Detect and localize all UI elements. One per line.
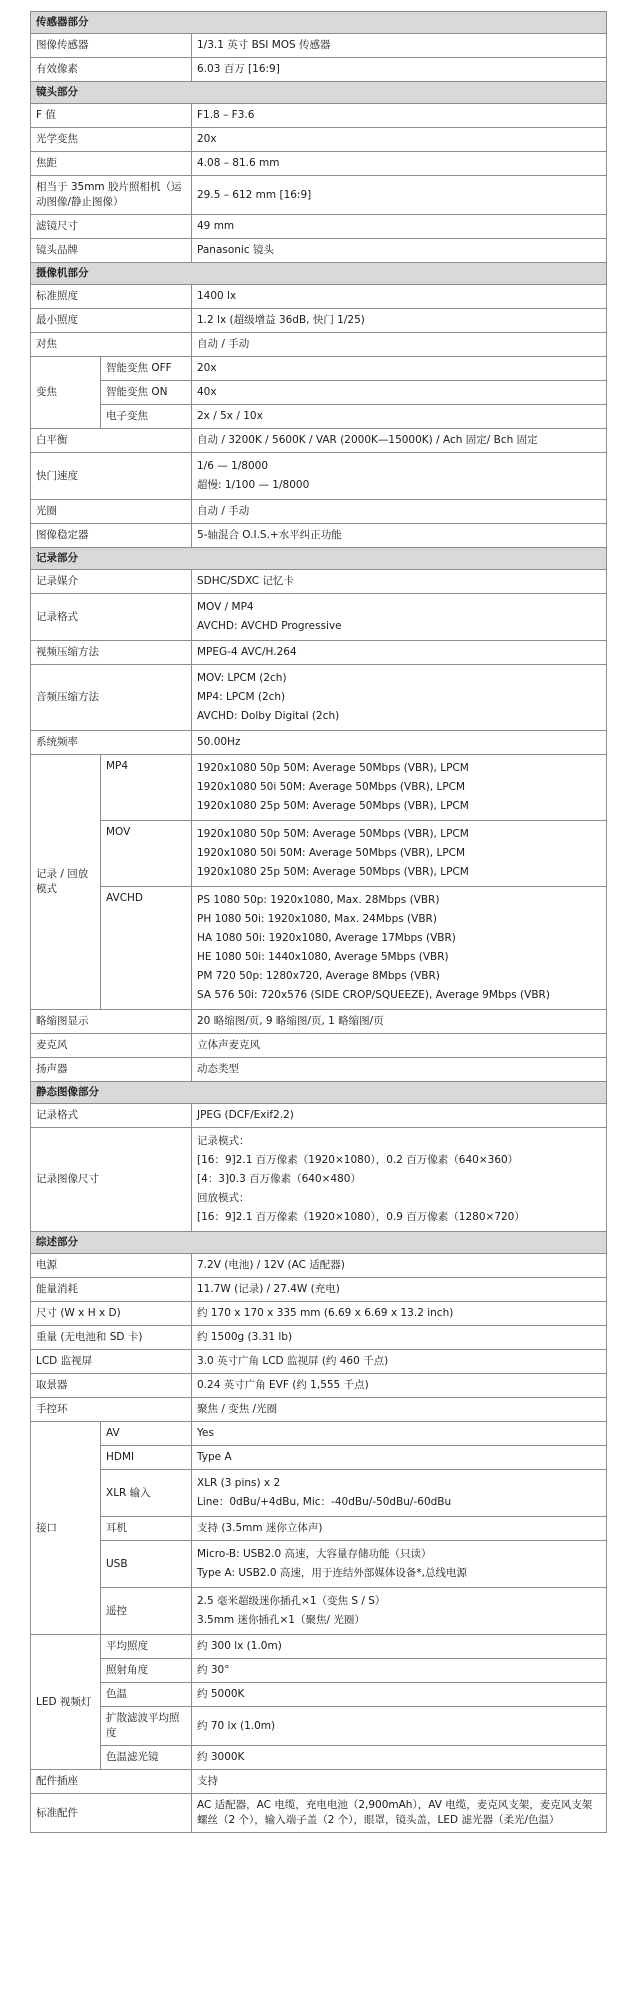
spec-row xyxy=(31,285,607,309)
spec-row xyxy=(31,1278,607,1302)
value-line: MOV: LPCM (2ch) xyxy=(197,672,287,684)
spec-value: 聚焦 / 变焦 /光圈 xyxy=(192,1398,607,1422)
value-line: AVCHD: Dolby Digital (2ch) xyxy=(197,710,340,722)
value-line: PH 1080 50i: 1920x1080, Max. 24Mbps (VBR) xyxy=(197,913,437,925)
spec-label: 快门速度 xyxy=(31,453,192,500)
spec-label: 略缩图显示 xyxy=(31,1010,192,1034)
spec-label: 记录媒介 xyxy=(31,570,192,594)
spec-row xyxy=(31,1659,607,1683)
spec-value: 支持 (3.5mm 迷你立体声) xyxy=(192,1517,607,1541)
spec-value xyxy=(192,665,607,731)
spec-value: 约 70 lx (1.0m) xyxy=(192,1707,607,1746)
spec-row xyxy=(31,453,607,500)
spec-value xyxy=(192,755,607,821)
value-line: SA 576 50i: 720x576 (SIDE CROP/SQUEEZE), Average 9Mbps (VBR) xyxy=(197,989,550,1001)
value-line: 1920x1080 50p 50M: Average 50Mbps (VBR), LPCM xyxy=(197,762,469,774)
spec-row xyxy=(31,34,607,58)
spec-label: 尺寸 (W x H x D) xyxy=(31,1302,192,1326)
spec-value: 立体声麦克风 xyxy=(192,1034,607,1058)
spec-label: 有效像素 xyxy=(31,58,192,82)
spec-table xyxy=(30,11,607,1833)
spec-group-label: LED 视频灯 xyxy=(31,1635,101,1770)
spec-label: 记录格式 xyxy=(31,1104,192,1128)
spec-label: 图像稳定器 xyxy=(31,524,192,548)
spec-row xyxy=(31,731,607,755)
spec-label: 取景器 xyxy=(31,1374,192,1398)
spec-label: 对焦 xyxy=(31,333,192,357)
spec-value: AC 适配器，AC 电缆，充电电池（2,900mAh），AV 电缆，麦克风支架，麦克风支架螺丝（2 个），输入端子盖（2 个），眼罩，镜头盖，LED 滤光器（柔光/色温） xyxy=(192,1794,607,1833)
spec-row xyxy=(31,594,607,641)
spec-value: SDHC/SDXC 记忆卡 xyxy=(192,570,607,594)
spec-row xyxy=(31,665,607,731)
spec-value: 0.24 英寸广角 EVF (约 1,555 千点) xyxy=(192,1374,607,1398)
spec-label: 光圈 xyxy=(31,500,192,524)
spec-label: 音频压缩方法 xyxy=(31,665,192,731)
spec-row xyxy=(31,176,607,215)
value-line: Line：0dBu/+4dBu, Mic：-40dBu/-50dBu/-60dBu xyxy=(197,1496,452,1508)
spec-row xyxy=(31,381,607,405)
spec-value: MPEG-4 AVC/H.264 xyxy=(192,641,607,665)
spec-row xyxy=(31,1302,607,1326)
spec-row xyxy=(31,641,607,665)
spec-row xyxy=(31,128,607,152)
spec-group-label: 变焦 xyxy=(31,357,101,429)
spec-row xyxy=(31,405,607,429)
spec-row xyxy=(31,1254,607,1278)
value-line: 超慢: 1/100 — 1/8000 xyxy=(197,479,310,491)
spec-sublabel: MP4 xyxy=(101,755,192,821)
spec-row xyxy=(31,1128,607,1232)
spec-value: 约 1500g (3.31 lb) xyxy=(192,1326,607,1350)
spec-value: 20x xyxy=(192,357,607,381)
spec-value: Yes xyxy=(192,1422,607,1446)
spec-value: 自动 / 3200K / 5600K / VAR (2000K—15000K) / Ach 固定/ Bch 固定 xyxy=(192,429,607,453)
spec-value: 3.0 英寸广角 LCD 监视屏 (约 460 千点) xyxy=(192,1350,607,1374)
spec-sublabel: 电子变焦 xyxy=(101,405,192,429)
section-title: 传感器部分 xyxy=(31,12,607,34)
spec-row xyxy=(31,309,607,333)
spec-value xyxy=(192,453,607,500)
spec-label: F 值 xyxy=(31,104,192,128)
spec-value: 2x / 5x / 10x xyxy=(192,405,607,429)
spec-value: 7.2V (电池) / 12V (AC 适配器) xyxy=(192,1254,607,1278)
section-title: 镜头部分 xyxy=(31,82,607,104)
spec-label: 视频压缩方法 xyxy=(31,641,192,665)
spec-label: 重量 (无电池和 SD 卡) xyxy=(31,1326,192,1350)
spec-value: 约 170 x 170 x 335 mm (6.69 x 6.69 x 13.2 inch) xyxy=(192,1302,607,1326)
spec-row xyxy=(31,239,607,263)
spec-row xyxy=(31,1517,607,1541)
spec-value xyxy=(192,1128,607,1232)
value-line: 1920x1080 25p 50M: Average 50Mbps (VBR), LPCM xyxy=(197,866,469,878)
spec-label: 镜头品牌 xyxy=(31,239,192,263)
spec-row xyxy=(31,1683,607,1707)
spec-value xyxy=(192,594,607,641)
spec-sublabel: XLR 输入 xyxy=(101,1470,192,1517)
spec-row xyxy=(31,58,607,82)
value-line: 3.5mm 迷你插孔×1（聚焦/ 光圈） xyxy=(197,1614,365,1626)
section-camera xyxy=(31,263,607,285)
spec-sublabel: 智能变焦 OFF xyxy=(101,357,192,381)
value-line: PS 1080 50p: 1920x1080, Max. 28Mbps (VBR) xyxy=(197,894,440,906)
spec-label: 记录格式 xyxy=(31,594,192,641)
spec-sublabel: 遥控 xyxy=(101,1588,192,1635)
spec-row xyxy=(31,1374,607,1398)
section-title: 综述部分 xyxy=(31,1232,607,1254)
value-line: MOV / MP4 xyxy=(197,601,254,613)
value-line: 回放模式： xyxy=(197,1192,250,1204)
spec-value: Type A xyxy=(192,1446,607,1470)
section-still xyxy=(31,1082,607,1104)
spec-sublabel: AVCHD xyxy=(101,887,192,1010)
spec-row xyxy=(31,1104,607,1128)
spec-sublabel: USB xyxy=(101,1541,192,1588)
spec-label: 配件插座 xyxy=(31,1770,192,1794)
spec-row xyxy=(31,1707,607,1746)
spec-value: F1.8 – F3.6 xyxy=(192,104,607,128)
spec-value: JPEG (DCF/Exif2.2) xyxy=(192,1104,607,1128)
spec-row xyxy=(31,1034,607,1058)
section-lens xyxy=(31,82,607,104)
section-recording xyxy=(31,548,607,570)
spec-row xyxy=(31,104,607,128)
spec-row xyxy=(31,1326,607,1350)
spec-row xyxy=(31,152,607,176)
value-line: 1920x1080 50i 50M: Average 50Mbps (VBR), LPCM xyxy=(197,847,466,859)
section-title: 静态图像部分 xyxy=(31,1082,607,1104)
value-line: Type A: USB2.0 高速，用于连结外部媒体设备*,总线电源 xyxy=(197,1567,468,1579)
spec-row xyxy=(31,1746,607,1770)
spec-value: 49 mm xyxy=(192,215,607,239)
spec-row xyxy=(31,500,607,524)
value-line: AVCHD: AVCHD Progressive xyxy=(197,620,342,632)
value-line: [16：9]2.1 百万像素（1920×1080），0.2 百万像素（640×360） xyxy=(197,1154,519,1166)
spec-value xyxy=(192,1541,607,1588)
spec-label: 电源 xyxy=(31,1254,192,1278)
spec-value: 约 3000K xyxy=(192,1746,607,1770)
value-line: HE 1080 50i: 1440x1080, Average 5Mbps (VBR) xyxy=(197,951,449,963)
spec-value: 1.2 lx (超级增益 36dB, 快门 1/25) xyxy=(192,309,607,333)
spec-value: 约 30° xyxy=(192,1659,607,1683)
value-line: MP4: LPCM (2ch) xyxy=(197,691,286,703)
value-line: [16：9]2.1 百万像素（1920×1080），0.9 百万像素（1280×720） xyxy=(197,1211,525,1223)
spec-row xyxy=(31,1541,607,1588)
spec-value: 1400 lx xyxy=(192,285,607,309)
spec-row xyxy=(31,357,607,381)
value-line: 1920x1080 50i 50M: Average 50Mbps (VBR), LPCM xyxy=(197,781,466,793)
spec-label: 标准配件 xyxy=(31,1794,192,1833)
spec-label: 滤镜尺寸 xyxy=(31,215,192,239)
spec-value xyxy=(192,821,607,887)
spec-row xyxy=(31,1770,607,1794)
spec-value: 11.7W (记录) / 27.4W (充电) xyxy=(192,1278,607,1302)
spec-row xyxy=(31,333,607,357)
spec-row xyxy=(31,1422,607,1446)
spec-sublabel: 扩散滤波平均照度 xyxy=(101,1707,192,1746)
spec-row xyxy=(31,524,607,548)
spec-label: 麦克风 xyxy=(31,1034,192,1058)
spec-value: 40x xyxy=(192,381,607,405)
spec-sublabel: 智能变焦 ON xyxy=(101,381,192,405)
spec-label: 能量消耗 xyxy=(31,1278,192,1302)
spec-value: 1/3.1 英寸 BSI MOS 传感器 xyxy=(192,34,607,58)
spec-value: 29.5 – 612 mm [16:9] xyxy=(192,176,607,215)
spec-value: 约 300 lx (1.0m) xyxy=(192,1635,607,1659)
spec-value: 20x xyxy=(192,128,607,152)
spec-label: 相当于 35mm 胶片照相机（运动图像/静止图像） xyxy=(31,176,192,215)
spec-group-label: 记录 / 回放模式 xyxy=(31,755,101,1010)
spec-value: 5-轴混合 O.I.S.+水平纠正功能 xyxy=(192,524,607,548)
spec-row xyxy=(31,570,607,594)
value-line: PM 720 50p: 1280x720, Average 8Mbps (VBR) xyxy=(197,970,440,982)
spec-value: 6.03 百万 [16:9] xyxy=(192,58,607,82)
spec-value xyxy=(192,1470,607,1517)
value-line: 记录模式： xyxy=(197,1135,250,1147)
spec-sublabel: 平均照度 xyxy=(101,1635,192,1659)
spec-row xyxy=(31,1635,607,1659)
value-line: [4：3]0.3 百万像素（640×480） xyxy=(197,1173,361,1185)
spec-row xyxy=(31,215,607,239)
spec-value: 约 5000K xyxy=(192,1683,607,1707)
spec-sublabel: AV xyxy=(101,1422,192,1446)
spec-row xyxy=(31,755,607,821)
spec-label: 标准照度 xyxy=(31,285,192,309)
section-title: 摄像机部分 xyxy=(31,263,607,285)
spec-value: Panasonic 镜头 xyxy=(192,239,607,263)
spec-value: 50.00Hz xyxy=(192,731,607,755)
spec-sublabel: HDMI xyxy=(101,1446,192,1470)
value-line: 1920x1080 50p 50M: Average 50Mbps (VBR), LPCM xyxy=(197,828,469,840)
spec-row xyxy=(31,821,607,887)
section-title: 记录部分 xyxy=(31,548,607,570)
spec-label: 系统频率 xyxy=(31,731,192,755)
spec-row xyxy=(31,429,607,453)
section-sensor xyxy=(31,12,607,34)
spec-row xyxy=(31,1058,607,1082)
value-line: 1920x1080 25p 50M: Average 50Mbps (VBR), LPCM xyxy=(197,800,469,812)
spec-row xyxy=(31,1350,607,1374)
spec-row xyxy=(31,1398,607,1422)
spec-value xyxy=(192,887,607,1010)
spec-row xyxy=(31,1470,607,1517)
spec-label: 最小照度 xyxy=(31,309,192,333)
spec-label: LCD 监视屏 xyxy=(31,1350,192,1374)
spec-value: 自动 / 手动 xyxy=(192,500,607,524)
spec-row xyxy=(31,1446,607,1470)
spec-sublabel: 耳机 xyxy=(101,1517,192,1541)
spec-row xyxy=(31,1010,607,1034)
spec-label: 白平衡 xyxy=(31,429,192,453)
spec-value: 支持 xyxy=(192,1770,607,1794)
spec-sublabel: MOV xyxy=(101,821,192,887)
spec-row xyxy=(31,1794,607,1833)
spec-value: 4.08 – 81.6 mm xyxy=(192,152,607,176)
spec-label: 焦距 xyxy=(31,152,192,176)
spec-row xyxy=(31,887,607,1010)
spec-label: 记录图像尺寸 xyxy=(31,1128,192,1232)
spec-group-label: 接口 xyxy=(31,1422,101,1635)
spec-value: 自动 / 手动 xyxy=(192,333,607,357)
spec-value: 20 略缩图/页, 9 略缩图/页, 1 略缩图/页 xyxy=(192,1010,607,1034)
spec-sublabel: 色温 xyxy=(101,1683,192,1707)
spec-value: 动态类型 xyxy=(192,1058,607,1082)
spec-sublabel: 色温滤光镜 xyxy=(101,1746,192,1770)
value-line: 1/6 — 1/8000 xyxy=(197,460,269,472)
spec-value xyxy=(192,1588,607,1635)
value-line: 2.5 毫米超级迷你插孔×1（变焦 S / S） xyxy=(197,1595,386,1607)
spec-sublabel: 照射角度 xyxy=(101,1659,192,1683)
value-line: HA 1080 50i: 1920x1080, Average 17Mbps (VBR) xyxy=(197,932,456,944)
spec-label: 光学变焦 xyxy=(31,128,192,152)
spec-label: 手控环 xyxy=(31,1398,192,1422)
spec-row xyxy=(31,1588,607,1635)
section-general xyxy=(31,1232,607,1254)
spec-label: 扬声器 xyxy=(31,1058,192,1082)
spec-label: 图像传感器 xyxy=(31,34,192,58)
value-line: Micro-B: USB2.0 高速，大容量存储功能（只读） xyxy=(197,1548,432,1560)
value-line: XLR (3 pins) x 2 xyxy=(197,1477,281,1489)
